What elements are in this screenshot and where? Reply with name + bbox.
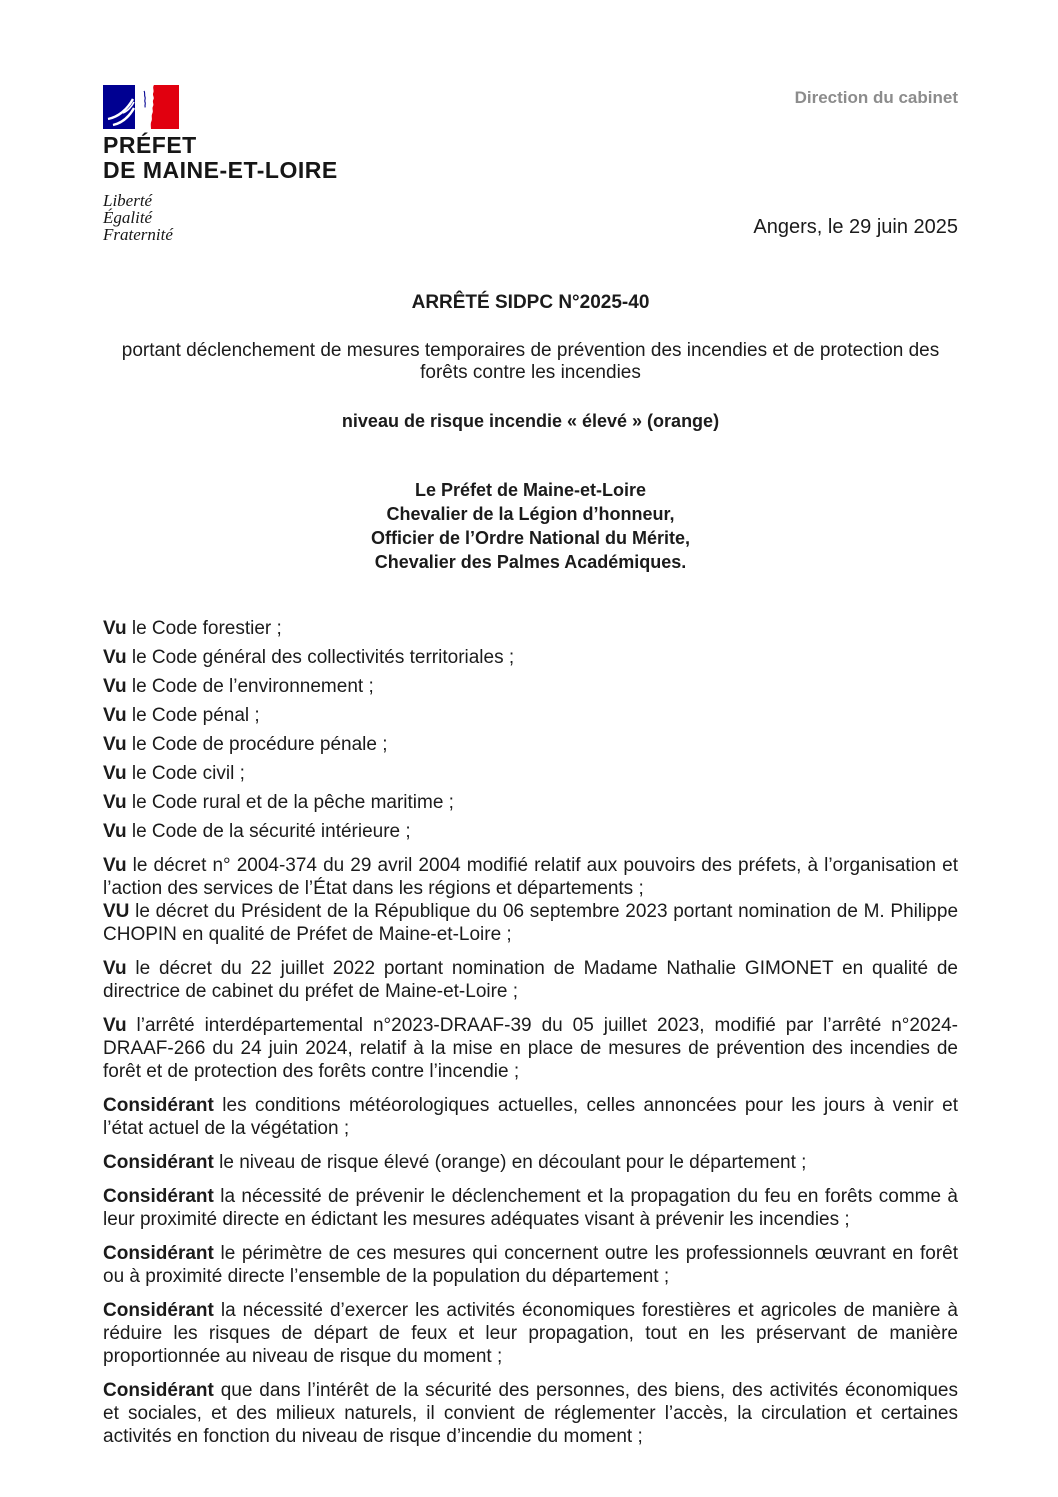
recital-text: le Code de la sécurité intérieure ; [131, 821, 411, 842]
agency-name-line1: PRÉFET [103, 132, 197, 158]
decree-title: ARRÊTÉ SIDPC N°2025-40 [411, 292, 650, 313]
recital-text: le Code civil ; [131, 763, 245, 784]
recital-lead: Vu [103, 1015, 127, 1036]
recital-text: l’arrêté interdépartemental n°2023-DRAAF-39 du 05 juillet 2023, modifié par l’arrêté n°2024-DRAAF-266 du 24 juin 2024, relatif à la mise en place de mesures de prévention des incendies de forêt et de protection des forêts contre l’incendie ; [103, 1015, 958, 1082]
letterhead-brand-block [103, 85, 338, 243]
decree-subtitle: portant déclenchement de mesures temporaires de prévention des incendies et de protection des forêts contre les incendies [121, 340, 940, 383]
vu-code-item [103, 734, 958, 756]
recital-paragraph [103, 1094, 958, 1140]
issuing-office-label: Direction du cabinet [794, 88, 958, 107]
agency-name-line2: DE MAINE-ET-LOIRE [103, 157, 338, 183]
recital-lead: Vu [103, 647, 127, 668]
recital-text: le décret du Président de la République du 06 septembre 2023 portant nomination de M. Philippe CHOPIN en qualité de Préfet de Maine-et-Loire ; [103, 901, 959, 945]
recital-lead: Considérant [103, 1152, 214, 1173]
issuer-line-4: Chevalier des Palmes Académiques. [374, 552, 687, 572]
recital-text: le décret n° 2004-374 du 29 avril 2004 modifié relatif aux pouvoirs des préfets, à l’organisation et l’action des services de l’État dans les régions et départements ; [103, 855, 959, 899]
recital-lead: Vu [103, 618, 127, 639]
recital-paragraph [103, 854, 958, 900]
issuer-block [103, 478, 958, 574]
recital-paragraph [103, 1242, 958, 1288]
recital-lead: VU [103, 901, 130, 922]
recital-text: le Code rural et de la pêche maritime ; [131, 792, 454, 813]
agency-name [103, 133, 338, 183]
recital-text: que dans l’intérêt de la sécurité des personnes, des biens, des activités économiques et sociales, et des milieux naturels, il convient de réglementer l’accès, la circulation et certaines activités en fonction du niveau de risque d’incendie du moment ; [103, 1380, 958, 1447]
recital-lead: Vu [103, 705, 127, 726]
recital-lead: Vu [103, 734, 127, 755]
recital-lead: Vu [103, 792, 127, 813]
recital-lead: Considérant [103, 1380, 214, 1401]
risk-level-line: niveau de risque incendie « élevé » (orange) [341, 411, 720, 431]
recital-text: le périmètre de ces mesures qui concernent outre les professionnels œuvrant en forêt ou à proximité directe l’ensemble de la population du département ; [103, 1243, 959, 1287]
recital-text: le décret du 22 juillet 2022 portant nomination de Madame Nathalie GIMONET en qualité de directrice de cabinet du préfet de Maine-et-Loire ; [103, 958, 958, 1002]
motto-liberte: Liberté [103, 191, 153, 210]
recital-text: le Code de l’environnement ; [131, 676, 374, 697]
recital-lead: Considérant [103, 1186, 214, 1207]
vu-code-item [103, 676, 958, 698]
recital-lead: Vu [103, 821, 127, 842]
recital-paragraph [103, 1379, 958, 1448]
recital-paragraph [103, 1185, 958, 1231]
recital-lead: Vu [103, 958, 127, 979]
vu-code-list [103, 618, 958, 843]
vu-code-item [103, 618, 958, 640]
recital-lead: Considérant [103, 1300, 214, 1321]
issuer-line-3: Officier de l’Ordre National du Mérite, [370, 528, 691, 548]
recital-lead: Vu [103, 763, 127, 784]
motto-fraternite: Fraternité [103, 225, 173, 244]
recital-text: les conditions météorologiques actuelles, celles annoncées pour les jours à venir et l’état actuel de la végétation ; [103, 1095, 959, 1139]
vu-code-item [103, 705, 958, 727]
recital-lead: Vu [103, 676, 127, 697]
issuer-line-2: Chevalier de la Légion d’honneur, [386, 504, 675, 524]
recital-paragraph [103, 1014, 958, 1083]
issuer-line-1: Le Préfet de Maine-et-Loire [414, 480, 647, 500]
recital-paragraphs [103, 854, 958, 1448]
recital-text: le Code général des collectivités territoriales ; [131, 647, 515, 668]
republic-motto [103, 192, 338, 243]
recital-text: la nécessité d’exercer les activités économiques forestières et agricoles de manière à réduire les risques de départ de feux et leur propagation, tout en les préservant de manière proportionnée au niveau de risque du moment ; [103, 1300, 958, 1367]
recital-paragraph [103, 1151, 958, 1174]
vu-code-item [103, 647, 958, 669]
recital-text: le niveau de risque élevé (orange) en découlant pour le département ; [219, 1152, 807, 1173]
recital-text: le Code forestier ; [131, 618, 282, 639]
vu-code-item [103, 763, 958, 785]
recital-lead: Considérant [103, 1243, 214, 1264]
place-and-date-line: Angers, le 29 juin 2025 [753, 216, 958, 238]
recitals-section [103, 618, 958, 1448]
french-republic-logo-icon [103, 85, 179, 129]
recital-text: la nécessité de prévenir le déclenchement et la propagation du feu en forêts comme à leur proximité directe en édictant les mesures adéquates visant à prévenir les incendies ; [103, 1186, 958, 1230]
motto-egalite: Égalité [103, 208, 153, 227]
recital-paragraph [103, 900, 958, 946]
vu-code-item [103, 792, 958, 814]
recital-text: le Code pénal ; [131, 705, 260, 726]
recital-text: le Code de procédure pénale ; [131, 734, 388, 755]
recital-lead: Considérant [103, 1095, 214, 1116]
vu-code-item [103, 821, 958, 843]
recital-paragraph [103, 1299, 958, 1368]
recital-paragraph [103, 957, 958, 1003]
recital-lead: Vu [103, 855, 127, 876]
